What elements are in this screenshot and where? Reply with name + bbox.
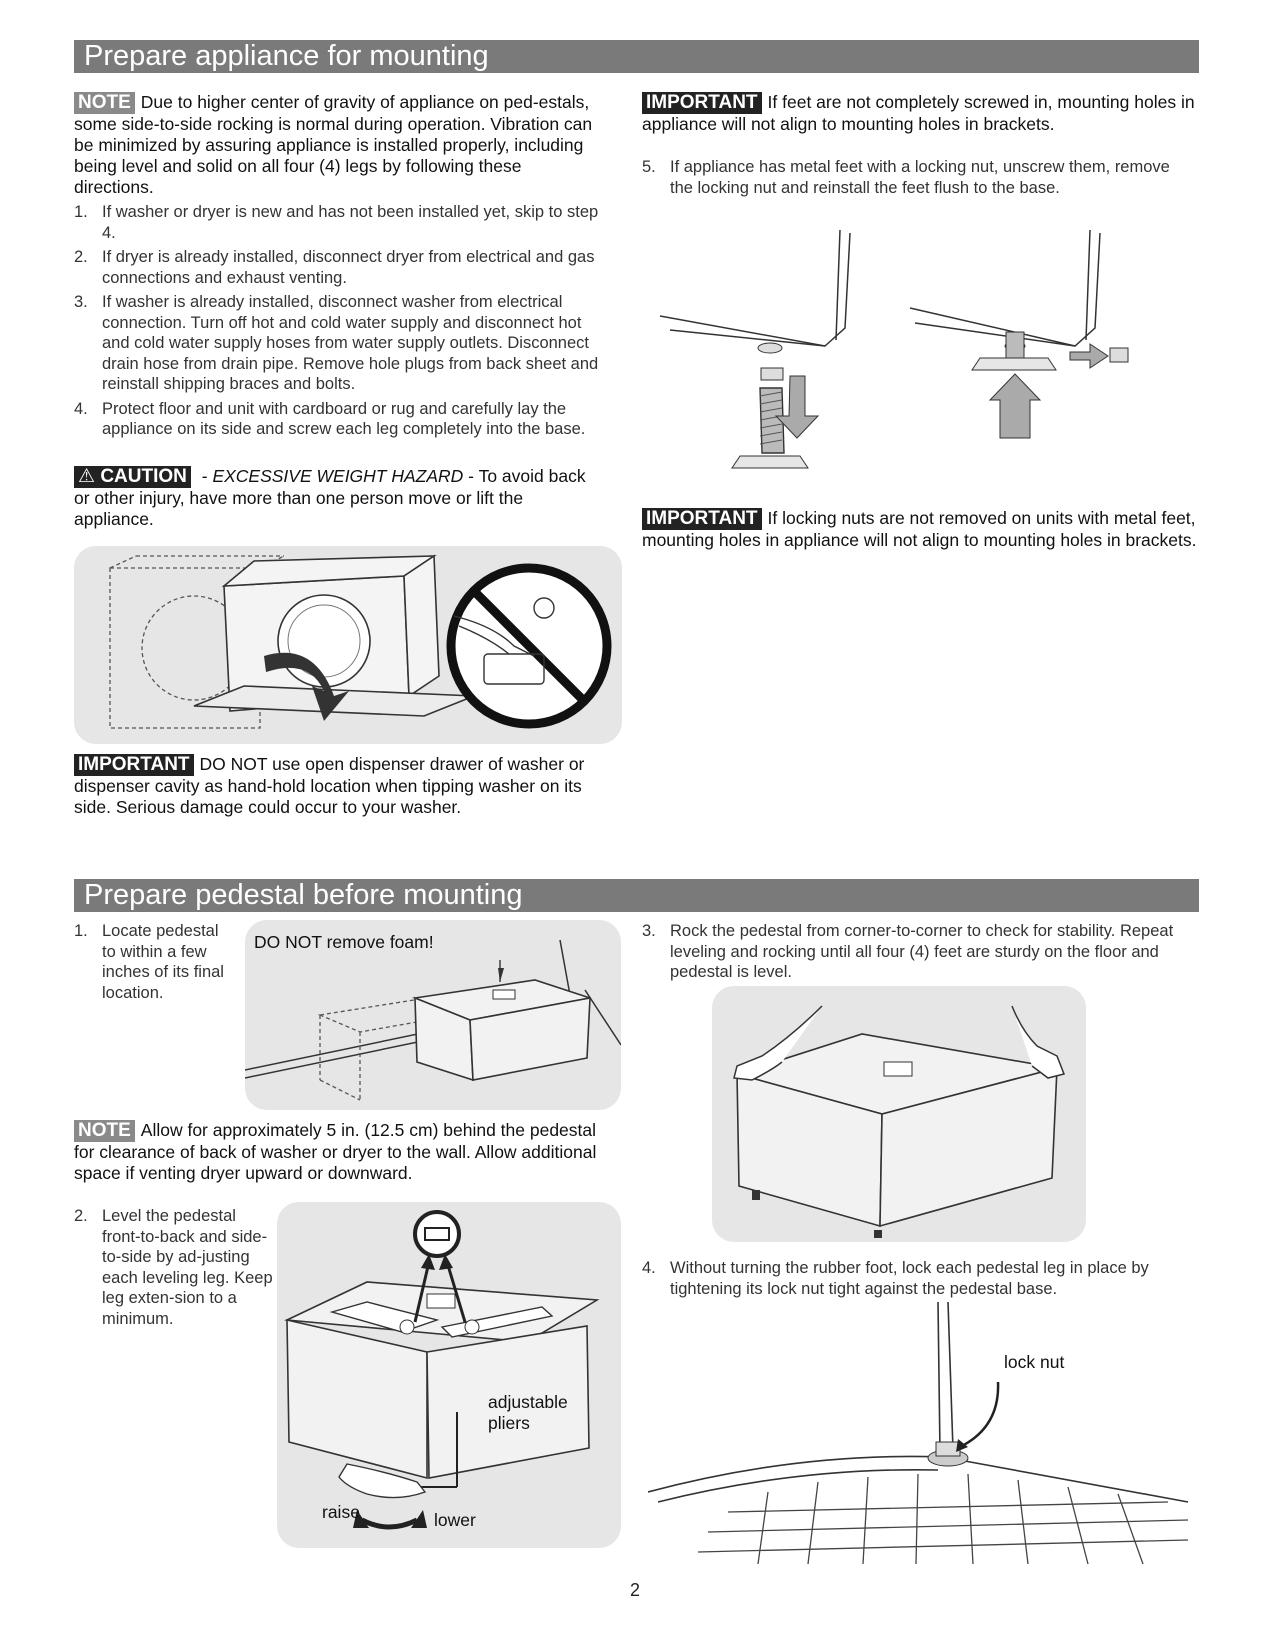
step-5	[642, 157, 1182, 202]
pliers-label: adjustable pliers	[488, 1392, 568, 1433]
lock-nut-drawing	[648, 1302, 1208, 1564]
steps-list-1-4	[74, 202, 604, 444]
note-text: Allow for approximately 5 in. (12.5 cm) behind the pedestal for clearance of back of washer or dryer to the wall. Allow additional space if venting dryer upward or downward.	[74, 1120, 597, 1183]
important-feet-screwed	[642, 92, 1202, 135]
important-locking-nuts	[642, 508, 1202, 551]
metal-feet-drawing	[660, 228, 1140, 490]
list-item: 3. If washer is already installed, disconnect washer from electrical connection. Turn off hot and cold water supply and disconnect hot and cold water supply hoses from water supply outlets. Disconnect drain hose from drain pipe. Remove hole plugs from back sheet and reinstall shipping braces and bolts.	[74, 293, 599, 393]
note-center-of-gravity	[74, 92, 594, 198]
pedestal-step-2	[74, 1206, 274, 1333]
lower-label: lower	[434, 1510, 476, 1530]
lock-nut-illustration	[648, 1302, 1208, 1564]
list-item: 1. Locate pedestal to within a few inches of its final location.	[74, 922, 224, 1002]
pedestal-step-1	[74, 921, 234, 1007]
level-pedestal-drawing	[277, 1202, 621, 1548]
important-dispenser-drawer	[74, 754, 619, 818]
note-clearance	[74, 1120, 614, 1184]
metal-feet-illustration	[660, 228, 1140, 490]
note-badge: NOTE	[74, 92, 135, 114]
caution-weight-hazard: ⚠ CAUTION - EXCESSIVE WEIGHT HAZARD - To avoid back or other injury, have more than one person move or lift the appliance.	[74, 466, 586, 529]
important-badge: IMPORTANT	[74, 754, 194, 776]
note-badge: NOTE	[74, 1120, 135, 1142]
important-text: If locking nuts are not removed on units with metal feet, mounting holes in appliance will not align to mounting holes in brackets.	[642, 508, 1197, 550]
important-badge: IMPORTANT	[642, 508, 762, 530]
pedestal-step-4	[642, 1258, 1202, 1303]
caution-text: To avoid back or other injury, have more than one person move or lift the appliance.	[74, 466, 586, 529]
raise-label: raise	[322, 1502, 360, 1522]
caution-hazard: EXCESSIVE WEIGHT HAZARD	[212, 466, 464, 486]
important-text: If feet are not completely screwed in, mounting holes in appliance will not align to mounting holes in brackets.	[642, 92, 1195, 134]
list-item: 3. Rock the pedestal from corner-to-corner to check for stability. Repeat leveling and rocking until all four (4) feet are sturdy on the floor and pedestal is level.	[642, 922, 1174, 981]
list-item: 5. If appliance has metal feet with a locking nut, unscrew them, remove the locking nut and reinstall the feet flush to the base.	[642, 158, 1170, 197]
page-number: 2	[630, 1580, 641, 1600]
section-title-appliance: Prepare appliance for mounting	[74, 40, 1199, 73]
level-pedestal-illustration	[277, 1202, 621, 1548]
list-item: 1. If washer or dryer is new and has not been installed yet, skip to step 4.	[74, 203, 599, 242]
list-item: 4. Without turning the rubber foot, lock each pedestal leg in place by tightening its lock nut tight against the pedestal base.	[642, 1259, 1149, 1298]
foam-label: DO NOT remove foam!	[254, 932, 434, 952]
list-item: 4. Protect floor and unit with cardboard or rug and carefully lay the appliance on its side and screw each leg completely into the base.	[74, 399, 586, 438]
section-title-pedestal: Prepare pedestal before mounting	[74, 879, 1199, 912]
list-item: 2. If dryer is already installed, disconnect dryer from electrical and gas connections and exhaust venting.	[74, 248, 595, 287]
rock-pedestal-drawing	[712, 986, 1086, 1242]
note-text: Due to higher center of gravity of appliance on ped-estals, some side-to-side rocking is normal during operation. Vibration can be minimized by assuring appliance is installed properly, including being level and solid on all four (4) legs by following these directions.	[74, 92, 593, 197]
important-badge: IMPORTANT	[642, 92, 762, 114]
pedestal-step-3	[642, 921, 1202, 987]
caution-badge: ⚠ CAUTION	[74, 466, 191, 488]
tip-appliance-drawing	[74, 546, 622, 744]
tip-appliance-illustration	[74, 546, 622, 744]
rock-pedestal-illustration	[712, 986, 1086, 1242]
list-item: 2. Level the pedestal front-to-back and side-to-side by ad-justing each leveling leg. Keep leg exten-sion to a minimum.	[74, 1207, 273, 1328]
important-text: DO NOT use open dispenser drawer of washer or dispenser cavity as hand-hold location when tipping washer on its side. Serious damage could occur to your washer.	[74, 754, 585, 817]
lock-nut-label: lock nut	[1004, 1352, 1065, 1372]
